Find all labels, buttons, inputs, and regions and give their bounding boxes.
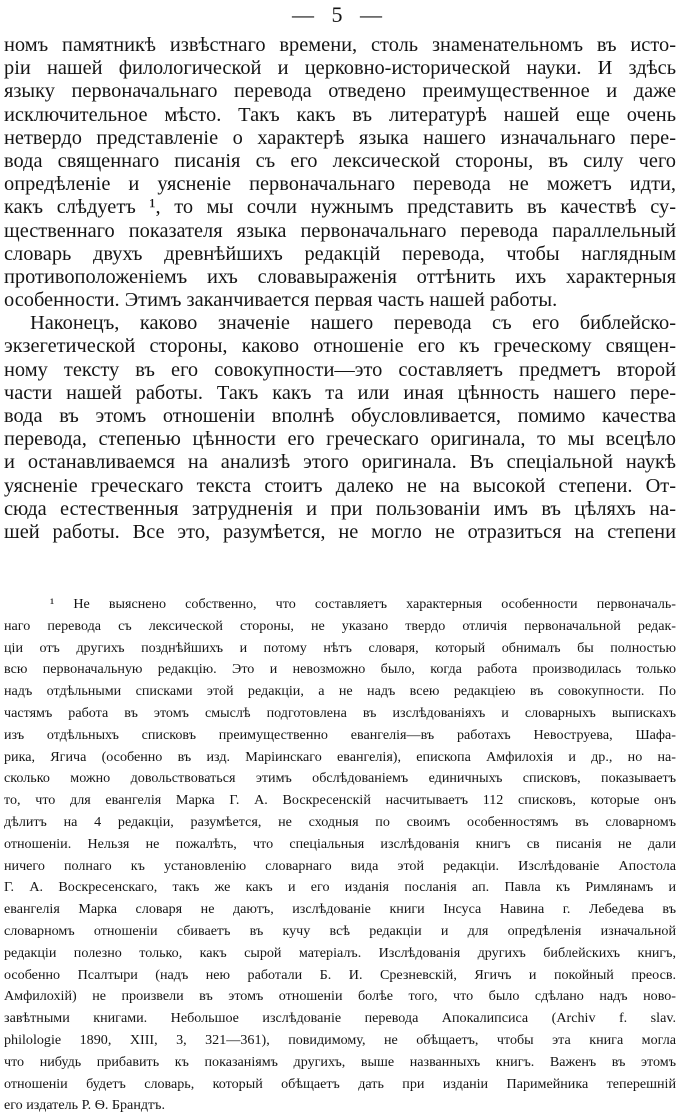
footnote [4, 594, 676, 1117]
body-line: Наконецъ, каково значеніе нашего перевода съ его библейско- [30, 312, 676, 335]
footnote-line: то, что для евангелія Марка Г. А. Воскресенскій насчитываетъ 112 списковъ, которые онъ [4, 792, 676, 809]
body-line: номъ памятникѣ извѣстнаго времени, столь знаменательномъ въ исто- [4, 34, 676, 56]
footnote-line: всю первоначальную редакцію. Это и невозможно было, когда работа производилась только [4, 661, 676, 678]
body-text [4, 34, 676, 544]
footnote-line: Г. А. Воскресенскаго, такъ же какъ и его изданія посланія ап. Павла къ Римлянамъ и [4, 879, 676, 896]
footnote-line: отношеніи будетъ словарь, который обѣщаетъ дать при изданіи Паримейника теперешній [4, 1075, 676, 1092]
footnote-line: ¹ Не выяснено собственно, что составляетъ характерныя особенности первоначаль- [50, 596, 676, 612]
body-line: экзегетической стороны, каково отношеніе его къ греческому священ- [4, 335, 676, 358]
body-line: и останавливаемся на анализѣ этого оригинала. Въ спеціальной наукѣ [4, 451, 676, 474]
body-line: противоположеніемъ ихъ словавыраженія оттѣнить ихъ характерныя [4, 265, 676, 288]
body-line: ному тексту въ его совокупности—это составляетъ предметъ второй [4, 358, 676, 381]
footnote-line: частямъ работа въ этомъ смыслѣ подготовлена въ изслѣдованіяхъ и словарныхъ выпискахъ [4, 704, 676, 721]
footnote-line: словарномъ отношеніи сбиваетъ въ кучу всѣ редакціи и для опредѣленія изначальной [4, 922, 676, 939]
footnote-line: philologie 1890, XIII, 3, 321—361), повидимому, не обѣщаетъ, чтобы эта книга могла [4, 1031, 676, 1048]
footnote-line: надъ отдѣльными списками этой редакціи, а не надъ всею редакціею въ совокупности. По [4, 683, 676, 700]
body-line: особенности. Этимъ заканчивается первая часть нашей работы. [4, 289, 558, 312]
body-line: вода въ этомъ отношеніи вполнѣ обусловливается, помимо качества [4, 405, 676, 427]
footnote-line: Амфилохій) не произвели въ этомъ отношеніи болѣе того, что было сдѣлано надъ ново- [4, 988, 676, 1005]
footnote-line: изъ отдѣльныхъ списковъ преимущественно евангелія—въ работахъ Невоструева, Шафа- [4, 726, 676, 743]
body-line: шей работы. Все это, разумѣется, не могло не отразиться на степени [4, 520, 676, 543]
footnote-line: наго перевода съ лексической стороны, не указано твердо отличія первоначальной редак- [4, 617, 676, 634]
body-line: исключительное мѣсто. Такъ какъ въ литературѣ нашей еще очень [4, 103, 676, 126]
body-line: опредѣленіе и уясненіе первоначальнаго перевода не можетъ идти, [4, 173, 676, 196]
footnote-line: завѣтными книгами. Небольшое изслѣдованіе перевода Апокалипсиса (Archiv f. slav. [4, 1010, 676, 1027]
footnote-line: сколько можно довольствоваться этимъ обслѣдованіемъ единичныхъ списковъ, показываетъ [4, 770, 676, 787]
footnote-line: особенно Псалтыри (надъ нею работали Б. И. Срезневскій, Ягичъ и покойный преосв. [4, 966, 676, 983]
body-line: перевода, степенью цѣнности его греческаго оригинала, то мы всецѣло [4, 428, 676, 451]
footnote-line: редакціи полезно только, какъ сырой матеріалъ. Изслѣдованія другихъ библейскихъ книгъ, [4, 944, 676, 961]
body-line: ріи нашей филологической и церковно-исторической науки. И здѣсь [4, 57, 676, 80]
body-line: вода священнаго писанія съ его лексической стороны, въ силу чего [4, 149, 676, 172]
footnote-line: евангелія Марка словаря не даютъ, изслѣдованіе книги Інсуса Навина г. Лебедева въ [4, 901, 676, 918]
footnote-line: что нибудь прибавить къ показаніямъ другихъ, выше названныхъ книгъ. Важенъ въ этомъ [4, 1053, 676, 1070]
footnote-line: ничего полнаго къ установленію словарнаго вида этой редакціи. Изслѣдованіе Апостола [4, 857, 676, 874]
page-number: — 5 — [292, 2, 388, 27]
footnote-line: дѣлитъ на 4 редакціи, разумѣется, не сходныя по своимъ особенностямъ въ словарномъ [4, 813, 676, 830]
body-line: нетвердо представленіе о характерѣ языка нашего изначальнаго пере- [4, 126, 676, 149]
body-line: какъ слѣдуетъ ¹, то мы сочли нужнымъ представить въ качествѣ су- [4, 196, 676, 219]
body-line: щественнаго показателя языка первоначальнаго перевода параллельный [4, 219, 676, 242]
body-line: сюда естественныя затрудненія и при пользованіи имъ въ цѣляхъ на- [4, 497, 676, 520]
footnote-line: его издатель Р. Ѳ. Брандтъ. [4, 1097, 165, 1114]
body-line: части нашей работы. Такъ какъ та или иная цѣнность нашего пере- [4, 381, 676, 404]
body-line: уясненіе греческаго текста стоитъ далеко не на высокой степени. От- [4, 474, 676, 497]
footnote-line: рика, Ягича (особенно въ изд. Маріинскаго евангелія), епископа Амфилохія и др., но на- [4, 748, 676, 765]
footnote-line: ціи отъ другихъ позднѣйшихъ и потому нѣтъ словаря, который обнималъ бы полностью [4, 639, 676, 656]
body-line: языку первоначальнаго перевода отведено преимущественное и даже [4, 80, 676, 103]
footnote-line: отношеніи. Нельзя не пожалѣть, что спеціальныя изслѣдованія книгъ св писанія не дали [4, 835, 676, 852]
body-line: словарь двухъ древнѣйшихъ редакцій перевода, чтобы наглядным [4, 242, 676, 265]
